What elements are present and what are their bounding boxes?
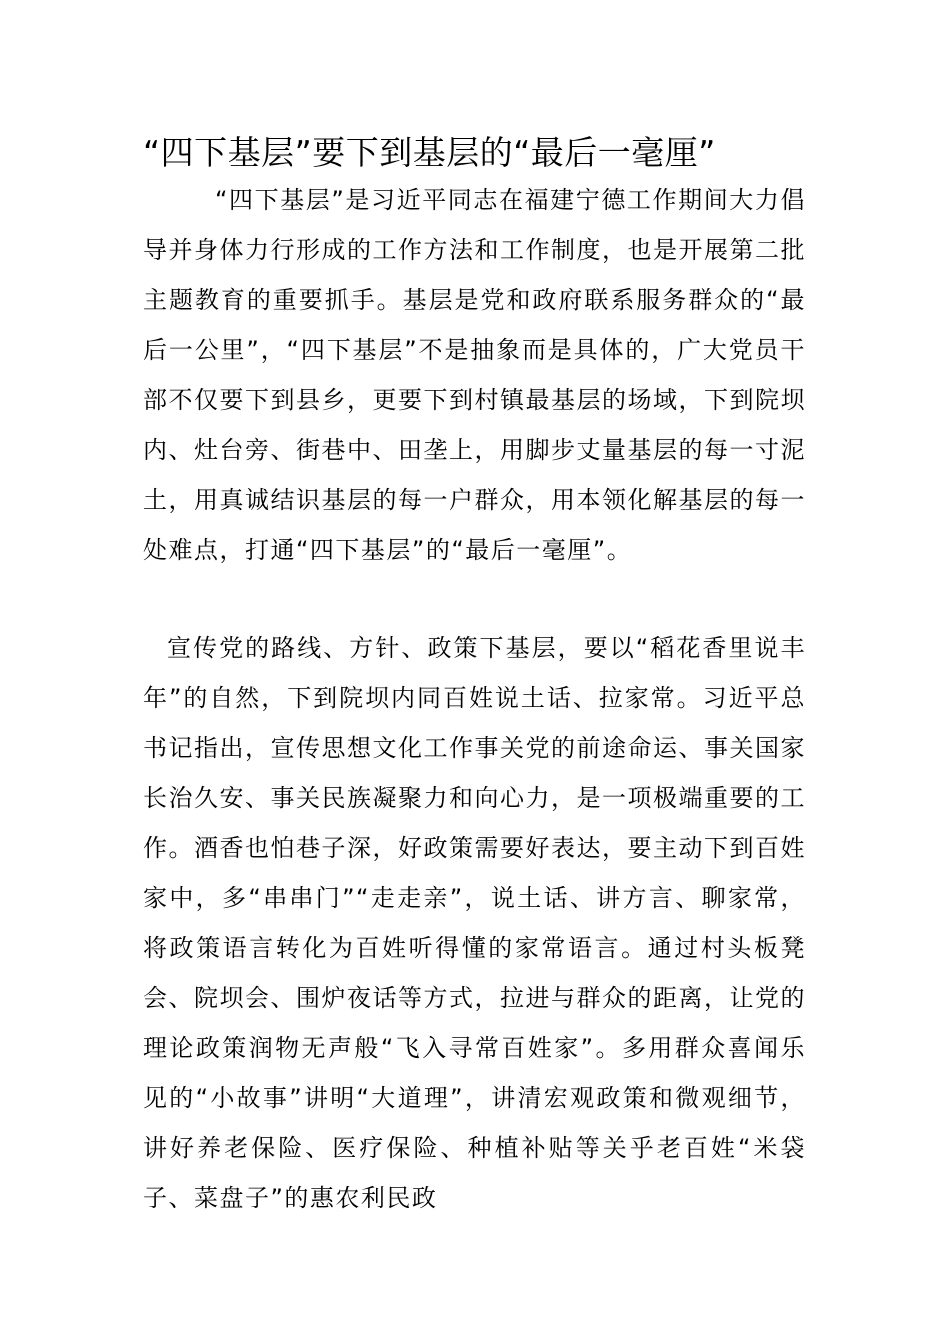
paragraph-2: 宣传党的路线、方针、政策下基层，要以“稻花香里说丰年”的自然，下到院坝内同百姓说土话、拉家常。习近平总书记指出，宣传思想文化工作事关党的前途命运、事关国家长治久安、事关民族凝聚力和向心力，是一项极端重要的工作。酒香也怕巷子深，好政策需要好表达，要主动下到百姓家中，多“串串门”“走走亲”，说土话、讲方言、聊家常，将政策语言转化为百姓听得懂的家常语言。通过村头板凳会、院坝会、围炉夜话等方式，拉进与群众的距离，让党的理论政策润物无声般“飞入寻常百姓家”。多用群众喜闻乐见的“小故事”讲明“大道理”，讲清宏观政策和微观细节，讲好养老保险、医疗保险、种植补贴等关乎老百姓“米袋子、菜盘子”的惠农利民政: [143, 634, 806, 1212]
paragraph-1: “四下基层”是习近平同志在福建宁德工作期间大力倡导并身体力行形成的工作方法和工作制度，也是开展第二批主题教育的重要抓手。基层是党和政府联系服务群众的“最后一公里”，“四下基层”不是抽象而是具体的，广大党员干部不仅要下到县乡，更要下到村镇最基层的场域，下到院坝内、灶台旁、街巷中、田垄上，用脚步丈量基层的每一寸泥土，用真诚结识基层的每一户群众，用本领化解基层的每一处难点，打通“四下基层”的“最后一毫厘”。: [143, 186, 806, 564]
document-title: “四下基层”要下到基层的“最后一毫厘”: [143, 133, 716, 172]
